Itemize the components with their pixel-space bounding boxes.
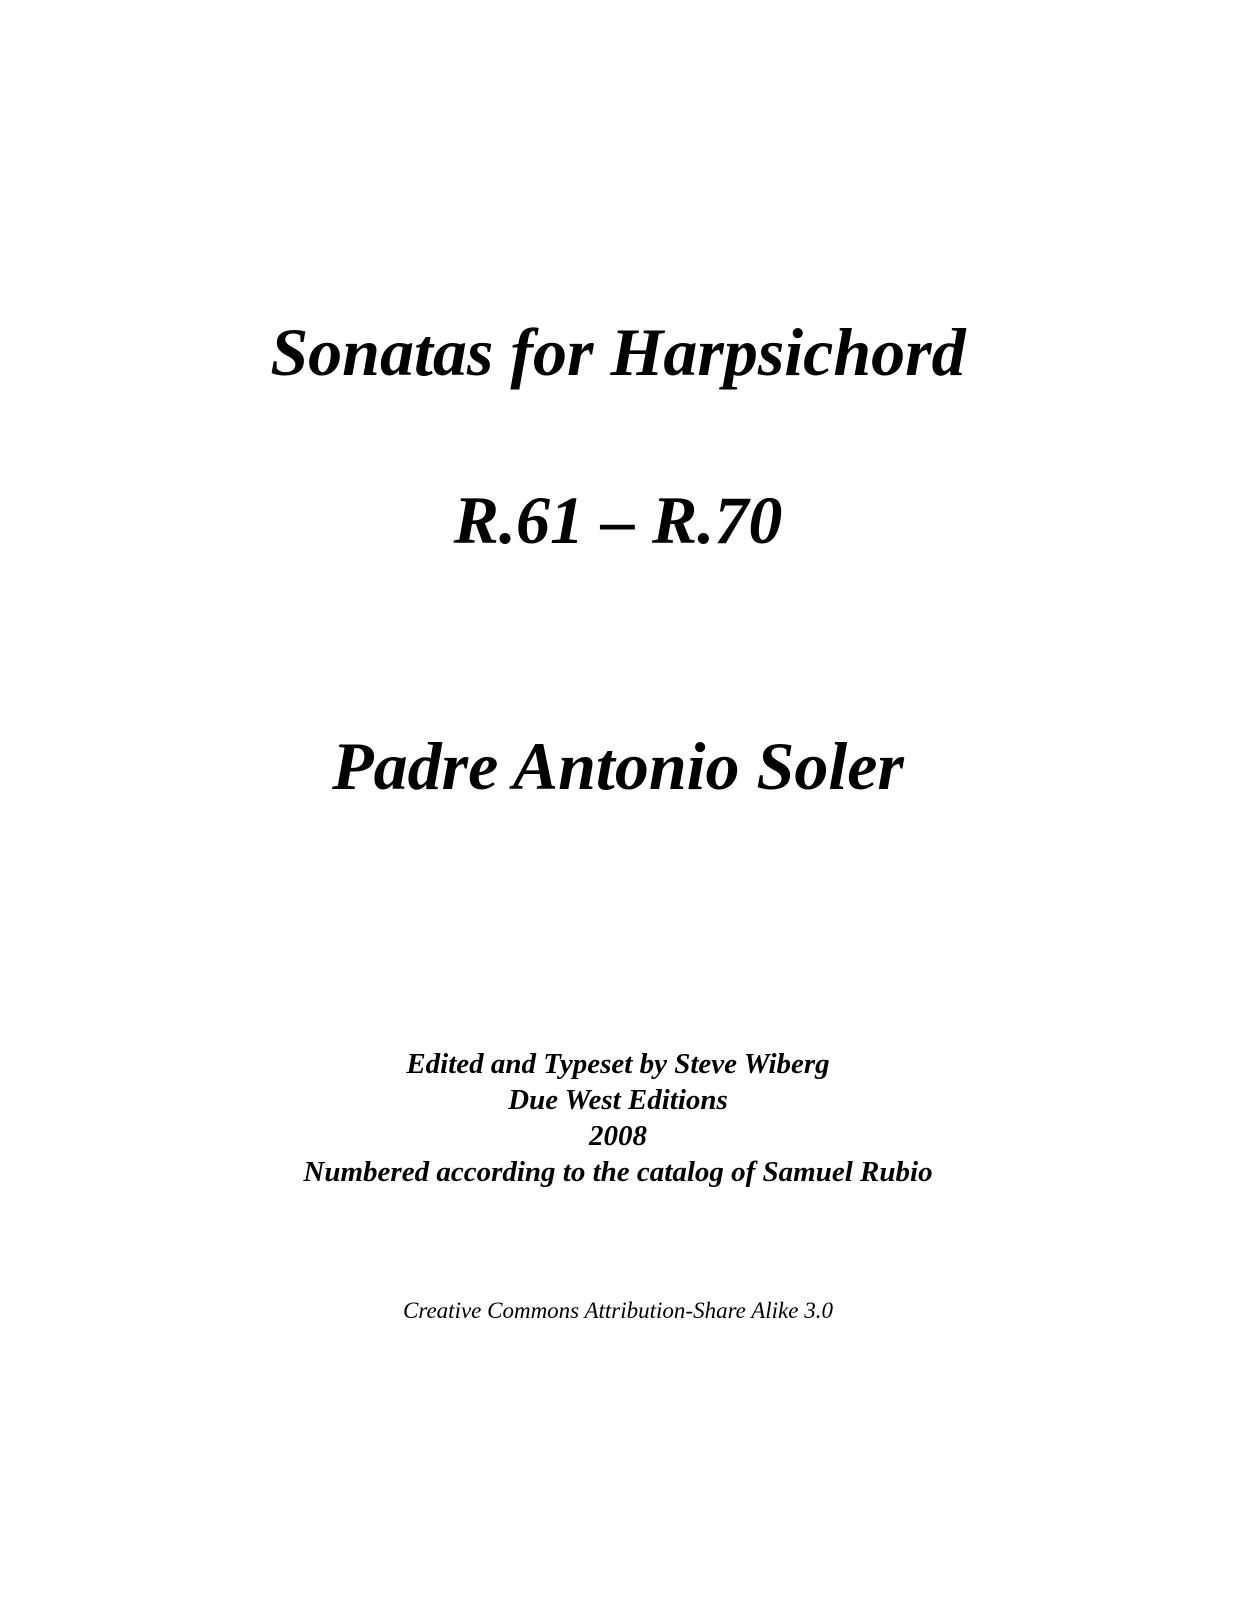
catalog-note: Numbered according to the catalog of Samuel Rubio — [303, 1156, 933, 1188]
publication-year: 2008 — [589, 1120, 647, 1152]
publisher-name: Due West Editions — [508, 1084, 728, 1116]
editor-credit: Edited and Typeset by Steve Wiberg — [406, 1048, 830, 1080]
document-title: Sonatas for Harpsichord — [270, 314, 966, 390]
credits-block — [0, 1046, 1236, 1190]
composer-name: Padre Antonio Soler — [332, 728, 904, 804]
license-notice: Creative Commons Attribution-Share Alike 3.0 — [403, 1298, 833, 1323]
sonata-range: R.61 – R.70 — [453, 482, 783, 558]
